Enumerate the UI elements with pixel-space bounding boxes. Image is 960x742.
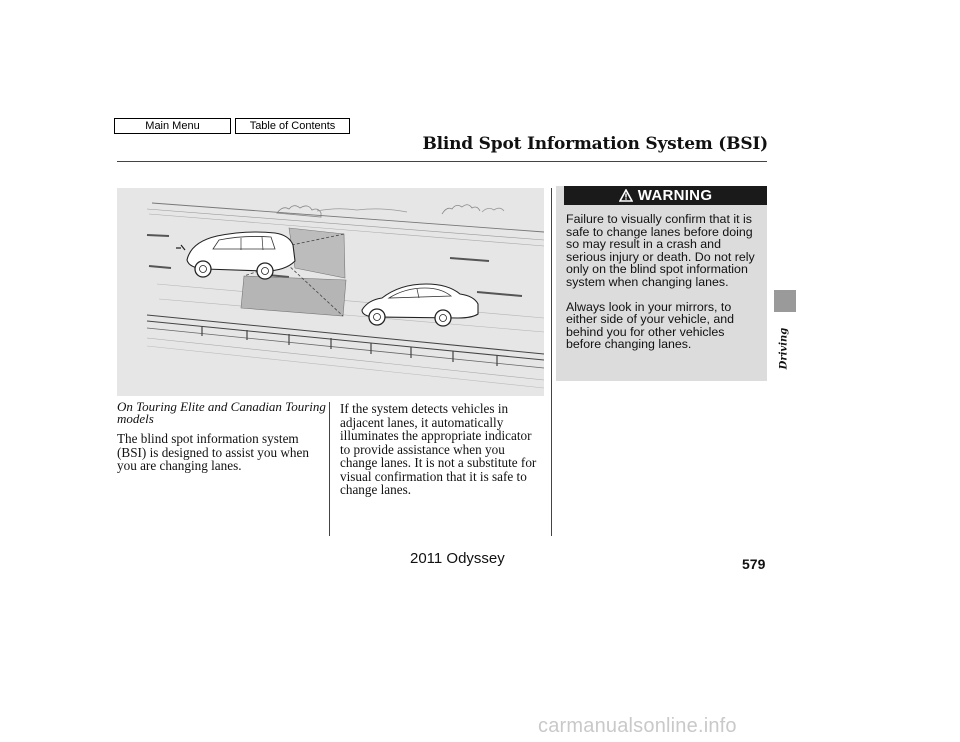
column-divider-left xyxy=(329,402,330,536)
table-of-contents-button[interactable]: Table of Contents xyxy=(235,118,350,134)
car-blind-spot-illustration-icon xyxy=(117,188,544,396)
section-label xyxy=(777,318,791,378)
warning-paragraph-1: Failure to visually confirm that it is safe to change lanes before doing so may result in a crash and serious injury or death. Do not rely only on the blind spot information system when changing lanes. xyxy=(566,212,755,289)
page-number: 579 xyxy=(742,556,766,572)
blind-spot-illustration xyxy=(117,188,544,396)
model-name: 2011 Odyssey xyxy=(410,550,505,567)
warning-triangle-icon xyxy=(619,189,633,202)
section-label-text: Driving xyxy=(778,327,790,369)
model-caption: On Touring Elite and Canadian Touring models xyxy=(117,399,326,426)
warning-label: WARNING xyxy=(637,187,713,204)
page-title: Blind Spot Information System (BSI) xyxy=(422,134,768,154)
column-divider-right xyxy=(551,188,552,536)
warning-body xyxy=(566,213,762,351)
warning-paragraph-2: Always look in your mirrors, to either side of your vehicle, and behind you for other vehicles before changing lanes. xyxy=(566,299,735,352)
intro-paragraph: The blind spot information system (BSI) is designed to assist you when you are changing lanes. xyxy=(117,431,309,473)
detection-paragraph: If the system detects vehicles in adjacent lanes, it automatically illuminates the appropriate indicator to provide assistance when you change lanes. It is not a substitute for visual confirmation that it is safe to change lanes. xyxy=(340,401,537,497)
title-divider xyxy=(117,161,767,162)
watermark: carmanualsonline.info xyxy=(538,715,737,737)
section-tab-marker xyxy=(774,290,796,312)
warning-header xyxy=(564,186,767,205)
warning-box xyxy=(556,186,767,381)
main-menu-button[interactable]: Main Menu xyxy=(114,118,231,134)
